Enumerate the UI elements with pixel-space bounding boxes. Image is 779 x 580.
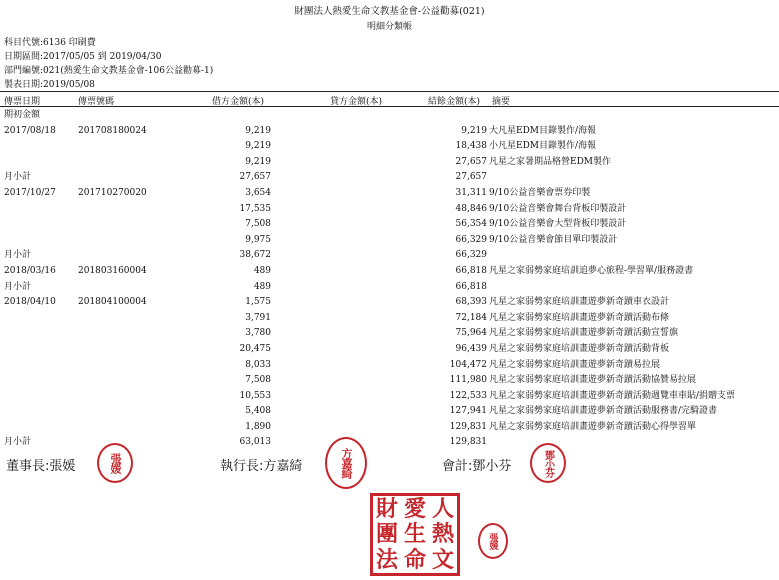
cell-debit: 3,654 [245,187,271,198]
cell-balance: 66,818 [455,281,487,292]
cell-balance: 72,184 [455,312,487,323]
cell-summary: 凡星之家弱勢家庭培訓畫遊夢新奇蹟活動服務書/完騎證書 [489,406,718,417]
cell-date: 月小計 [4,250,32,261]
header-top-rule [0,91,779,92]
header-bottom-rule [0,106,779,107]
table-row [0,124,779,140]
cell-debit: 9,975 [245,234,271,245]
cell-summary: 9/10公益音樂會大型背板印製設計 [489,219,627,230]
report-date: 製表日期:2019/05/08 [4,80,95,90]
organization-seal [370,493,460,576]
table-row [0,233,779,249]
cell-debit: 17,535 [239,203,271,214]
cell-summary: 凡星之家弱勢家庭培訓追夢心旅程-學習單/服務證書 [489,265,694,276]
cell-debit: 1,575 [245,297,271,308]
cell-voucher: 201710270020 [78,187,147,198]
org-seal-char: 熱 [431,521,454,548]
cell-date: 2017/08/18 [4,125,56,136]
cell-debit: 5,408 [245,406,271,417]
cell-debit: 489 [253,265,271,276]
cell-balance: 122,533 [449,390,487,401]
cell-debit: 9,219 [245,141,271,152]
cell-balance: 31,311 [455,187,487,198]
report-subtitle: 明細分類帳 [366,22,412,32]
cell-summary: 9/10公益音樂會節目單印製設計 [489,234,618,245]
cell-balance: 129,831 [449,421,487,432]
cell-summary: 凡星之家弱勢家庭培訓畫遊夢新奇蹟活動布條 [489,312,670,323]
table-row [0,108,779,124]
table-row [0,217,779,233]
cell-summary: 凡星之家弱勢家庭培訓畫遊夢新奇蹟活動宣誓旗 [489,328,679,339]
dept-code: 部門編號:021(熱愛生命文教基金會-106公益勸募-1) [4,66,214,76]
date-range: 日期區間:2017/05/05 到 2019/04/30 [4,52,162,62]
table-row [0,186,779,202]
cell-voucher: 201708180024 [78,125,147,136]
cell-summary: 大凡星EDM目錄製作/海報 [489,125,597,136]
cell-balance: 27,657 [455,156,487,167]
table-row [0,139,779,155]
col-header-voucher: 傳票號碼 [78,97,115,107]
cell-debit: 10,553 [239,390,271,401]
cell-summary: 小凡星EDM目錄製作/海報 [489,141,597,152]
cell-balance: 75,964 [455,328,487,339]
executive-seal: 方嘉綺 [325,437,367,489]
cell-date: 2018/04/10 [4,297,56,308]
cell-voucher: 201804100004 [78,297,147,308]
report-title: 財團法人熱愛生命文教基金會-公益勸募(021) [294,6,485,17]
cell-summary: 凡星之家弱勢家庭培訓畫遊夢新奇蹟車衣設計 [489,297,670,308]
cell-balance: 9,219 [461,125,487,136]
org-seal-char: 財 [375,495,398,522]
cell-debit: 9,219 [245,156,271,167]
cell-debit: 1,890 [245,421,271,432]
org-seal-char: 法 [375,547,398,574]
cell-date: 2017/10/27 [4,187,56,198]
table-row [0,326,779,342]
chairman-signature-label: 董事長:張媛 [6,459,76,474]
cell-date: 期初金額 [4,110,41,120]
cell-date: 月小計 [4,172,32,183]
cell-balance: 27,657 [455,172,487,183]
cell-debit: 7,508 [245,219,271,230]
executive-signature-label: 執行長:方嘉綺 [220,459,303,474]
cell-summary: 凡星之家弱勢家庭培訓畫遊夢新奇蹟活動心得學習單 [489,421,697,432]
cell-summary: 凡星之家弱勢家庭培訓畫遊夢新奇蹟活動背板 [489,343,670,354]
small-seal: 張媛 [478,523,508,559]
cell-balance: 68,393 [455,297,487,308]
col-header-credit: 貸方金額(本) [330,97,383,107]
cell-summary: 9/10公益音樂會舞台背板印製設計 [489,203,627,214]
accountant-seal: 鄧小芬 [530,443,566,483]
cell-debit: 63,013 [239,437,271,448]
org-seal-char: 命 [403,547,426,574]
cell-debit: 9,219 [245,125,271,136]
cell-debit: 7,508 [245,375,271,386]
accountant-signature-label: 會計:鄧小芬 [442,459,512,474]
cell-debit: 27,657 [239,172,271,183]
cell-balance: 129,831 [449,437,487,448]
cell-debit: 3,780 [245,328,271,339]
table-row [0,170,779,186]
table-row [0,358,779,374]
ledger-table-body [0,108,779,451]
cell-balance: 104,472 [449,359,487,370]
table-row [0,280,779,296]
org-seal-char: 愛 [403,495,426,522]
org-seal-char: 生 [403,521,426,548]
table-row [0,404,779,420]
cell-summary: 凡星之家弱勢家庭培訓畫遊夢新奇蹟活動協贊易拉展 [489,375,697,386]
chairman-seal: 張媛 [97,443,133,483]
cell-debit: 38,672 [239,250,271,261]
cell-balance: 18,438 [455,141,487,152]
cell-date: 月小計 [4,437,32,448]
cell-date: 月小計 [4,281,32,292]
col-header-balance: 結餘金額(本) [428,97,481,107]
cell-balance: 66,818 [455,265,487,276]
cell-debit: 20,475 [239,343,271,354]
cell-balance: 111,980 [449,375,487,386]
table-row [0,373,779,389]
col-header-date: 傳票日期 [4,97,41,107]
col-header-summary: 摘要 [492,97,511,107]
table-row [0,311,779,327]
table-row [0,342,779,358]
cell-balance: 66,329 [455,250,487,261]
cell-voucher: 201803160004 [78,265,147,276]
cell-summary: 凡星之家暑期品格營EDM製作 [489,156,612,167]
cell-debit: 3,791 [245,312,271,323]
col-header-debit: 借方金額(本) [212,97,265,107]
cell-summary: 凡星之家弱勢家庭培訓畫遊夢新奇蹟活動週覽車車貼/捐贈支票 [489,390,736,401]
cell-summary: 9/10公益音樂會票券印製 [489,187,591,198]
table-row [0,248,779,264]
cell-debit: 489 [253,281,271,292]
table-row [0,420,779,436]
org-seal-char: 團 [375,521,398,548]
org-seal-char: 人 [431,495,454,522]
cell-balance: 96,439 [455,343,487,354]
table-row [0,295,779,311]
cell-balance: 66,329 [455,234,487,245]
cell-balance: 48,846 [455,203,487,214]
table-row [0,264,779,280]
table-row [0,155,779,171]
cell-summary: 凡星之家弱勢家庭培訓畫遊夢新奇蹟易拉展 [489,359,661,370]
cell-balance: 56,354 [455,219,487,230]
table-row [0,202,779,218]
org-seal-char: 文 [431,547,454,574]
cell-date: 2018/03/16 [4,265,56,276]
cell-debit: 8,033 [245,359,271,370]
cell-balance: 127,941 [449,406,487,417]
account-code: 科目代號:6136 印刷費 [4,38,96,48]
table-row [0,389,779,405]
